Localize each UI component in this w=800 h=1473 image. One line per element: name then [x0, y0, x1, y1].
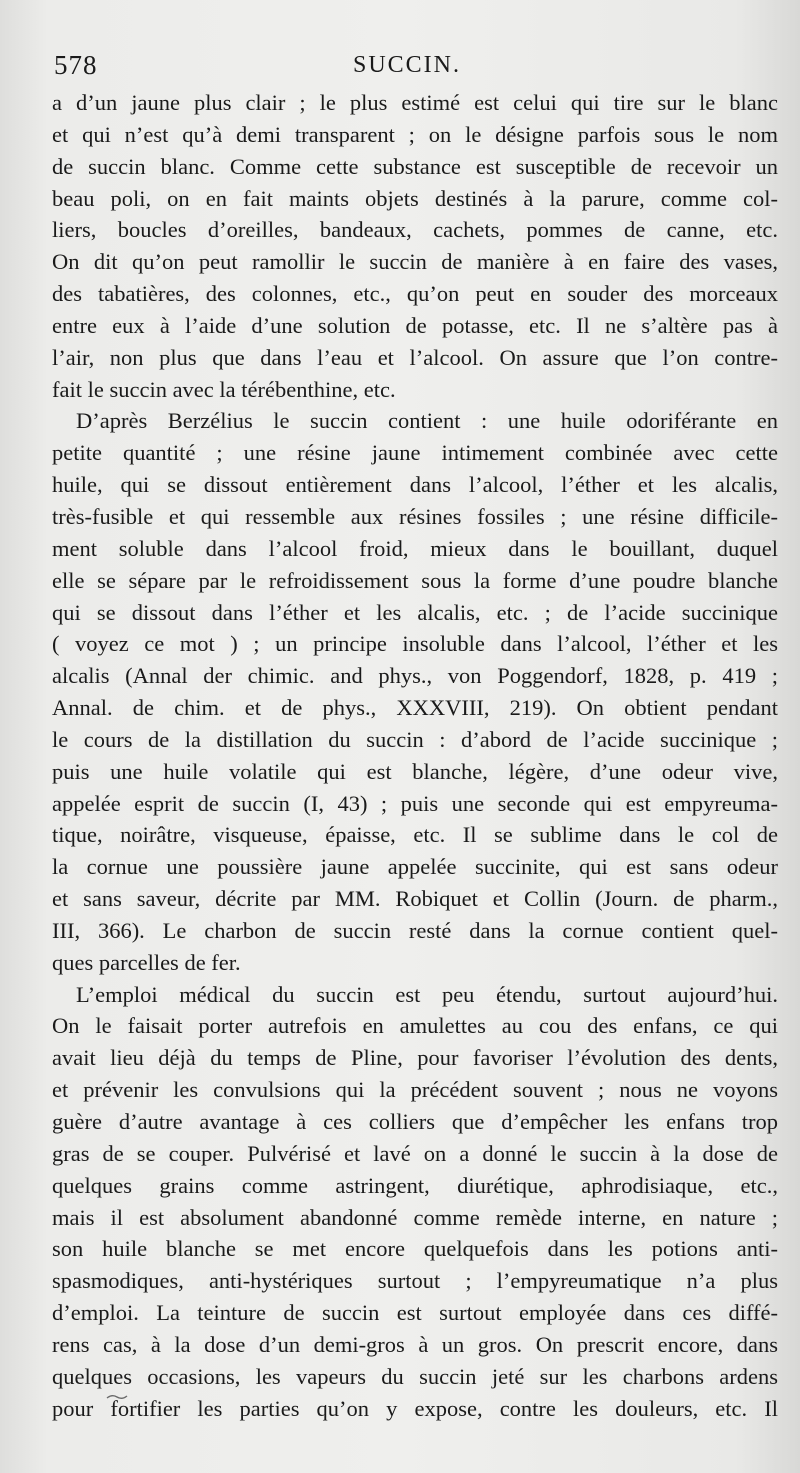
- text-line: le cours de la distillation du succin : d’abord de l’acide succinique ;: [52, 726, 778, 752]
- text-line: l’air, non plus que dans l’eau et l’alcool. On assure que l’on contre-: [52, 344, 778, 370]
- body-text: [52, 87, 778, 1424]
- text-line: d’emploi. La teinture de succin est surtout employée dans ces diffé-: [52, 1300, 778, 1326]
- text-line: petite quantité ; une résine jaune intimement combinée avec cette: [52, 440, 778, 466]
- text-line: beau poli, on en fait maints objets destinés à la parure, comme col-: [52, 185, 778, 211]
- text-line: On le faisait porter autrefois en amulettes au cou des enfans, ce qui: [52, 1013, 778, 1039]
- running-head: SUCCIN.: [352, 52, 462, 78]
- text-line: guère d’autre avantage à ces colliers que d’empêcher les enfans trop: [52, 1109, 778, 1134]
- ink-mark-icon: [106, 1390, 128, 1405]
- text-line: appelée esprit de succin (I, 43) ; puis une seconde qui est empyreuma-: [52, 790, 778, 816]
- text-line: huile, qui se dissout entièrement dans l’alcool, l’éther et les alcalis,: [52, 472, 778, 498]
- text-line: pour fortifier les parties qu’on y expose, contre les douleurs, etc. Il: [52, 1395, 778, 1421]
- text-line: spasmodiques, anti-hystériques surtout ; l’empyreumatique n’a plus: [52, 1268, 778, 1294]
- page-number: 578: [54, 50, 98, 80]
- text-line: et sans saveur, décrite par MM. Robiquet et Collin (Journ. de pharm.,: [52, 886, 778, 912]
- text-line: mais il est absolument abandonné comme remède interne, en nature ;: [52, 1204, 778, 1230]
- text-line: rens cas, à la dose d’un demi-gros à un gros. On prescrit encore, dans: [52, 1331, 778, 1357]
- text-line: tique, noirâtre, visqueuse, épaisse, etc. Il se sublime dans le col de: [52, 822, 778, 848]
- text-line: et qui n’est qu’à demi transparent ; on le désigne parfois sous le nom: [52, 121, 778, 147]
- text-line: qui se dissout dans l’éther et les alcalis, etc. ; de l’acide succinique: [52, 599, 778, 625]
- text-line: fait le succin avec la térébenthine, etc.: [52, 376, 396, 402]
- text-line: et prévenir les convulsions qui la précédent souvent ; nous ne voyons: [52, 1077, 778, 1103]
- text-line: puis une huile volatile qui est blanche, légère, d’une odeur vive,: [52, 758, 778, 784]
- text-line: entre eux à l’aide d’une solution de potasse, etc. Il ne s’altère pas à: [52, 312, 778, 338]
- text-line: elle se sépare par le refroidissement sous la forme d’une poudre blanche: [52, 567, 778, 593]
- text-line: ( voyez ce mot ) ; un principe insoluble dans l’alcool, l’éther et les: [52, 631, 778, 657]
- text-line: ques parcelles de fer.: [52, 949, 241, 975]
- text-line: des tabatières, des colonnes, etc., qu’on peut en souder des morceaux: [52, 281, 778, 307]
- page-header: [54, 50, 760, 84]
- text-line: gras de se couper. Pulvérisé et lavé on a donné le succin à la dose de: [52, 1140, 778, 1166]
- text-line: ment soluble dans l’alcool froid, mieux dans le bouillant, duquel: [52, 535, 778, 561]
- text-line: D’après Berzélius le succin contient : une huile odoriférante en: [76, 408, 778, 434]
- text-line: de succin blanc. Comme cette substance est susceptible de recevoir un: [52, 153, 778, 179]
- text-line: L’emploi médical du succin est peu étendu, surtout aujourd’hui.: [76, 981, 778, 1007]
- text-line: la cornue une poussière jaune appelée succinite, qui est sans odeur: [52, 854, 778, 880]
- text-line: liers, boucles d’oreilles, bandeaux, cachets, pommes de canne, etc.: [52, 217, 778, 243]
- text-line: alcalis (Annal der chimic. and phys., von Poggendorf, 1828, p. 419 ;: [52, 663, 778, 689]
- text-line: On dit qu’on peut ramollir le succin de manière à en faire des vases,: [52, 249, 778, 275]
- text-line: III, 366). Le charbon de succin resté dans la cornue contient quel-: [52, 917, 778, 943]
- text-line: avait lieu déjà du temps de Pline, pour favoriser l’évolution des dents,: [52, 1045, 778, 1071]
- text-line: Annal. de chim. et de phys., XXXVIII, 219). On obtient pendant: [52, 695, 778, 721]
- text-line: très-fusible et qui ressemble aux résines fossiles ; une résine difficile-: [52, 503, 778, 529]
- text-line: a d’un jaune plus clair ; le plus estimé est celui qui tire sur le blanc: [52, 90, 778, 115]
- text-line: son huile blanche se met encore quelquefois dans les potions anti-: [52, 1236, 778, 1262]
- text-line: quelques occasions, les vapeurs du succin jeté sur les charbons ardens: [52, 1363, 778, 1389]
- text-line: quelques grains comme astringent, diurétique, aphrodisiaque, etc.,: [52, 1172, 778, 1198]
